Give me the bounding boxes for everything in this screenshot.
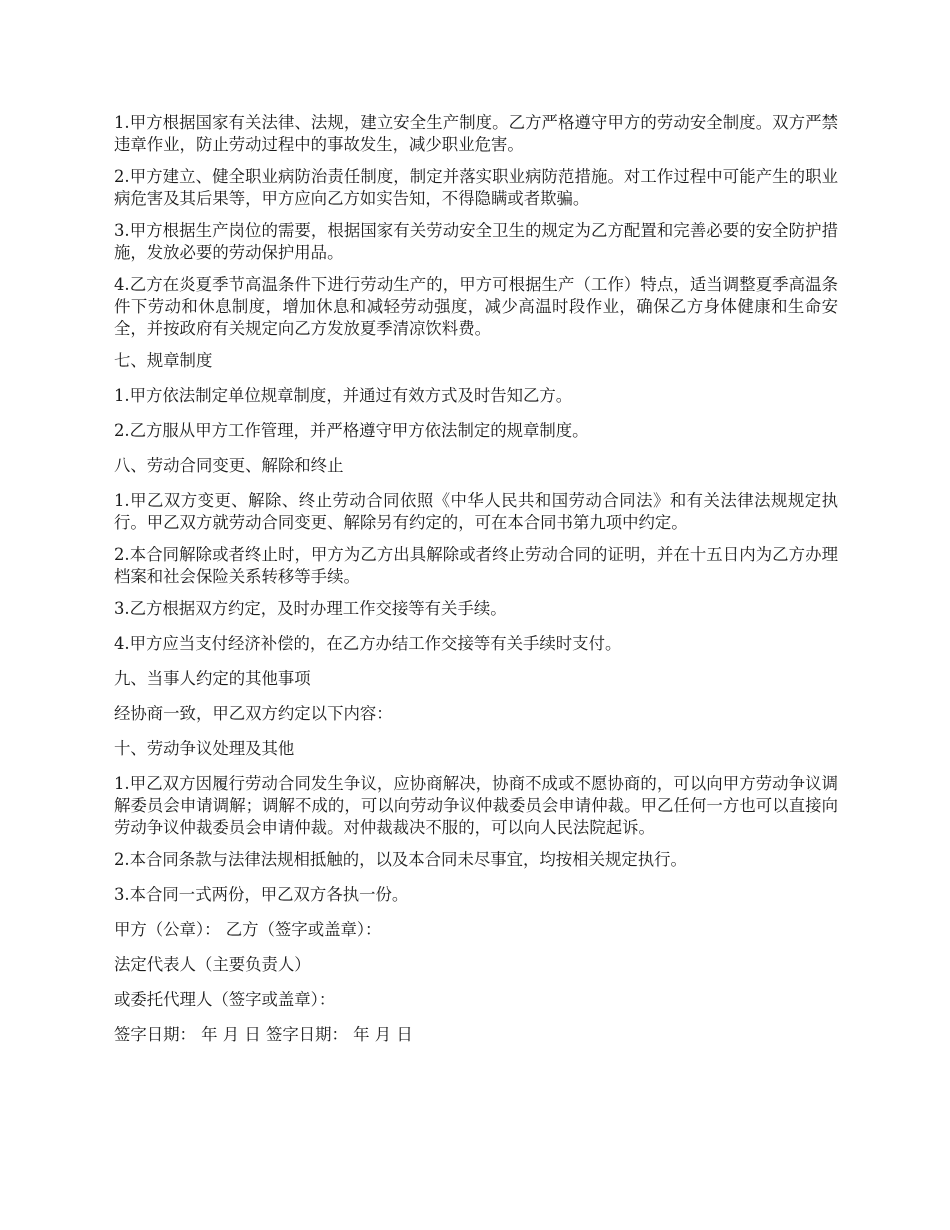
paragraph-other-terms: 经协商一致，甲乙双方约定以下内容： — [114, 704, 393, 723]
signature-date-line: 签字日期： 年 月 日 签字日期： 年 月 日 — [114, 1025, 413, 1044]
paragraph-safety-2: 2.甲方建立、健全职业病防治责任制度，制定并落实职业病防范措施。对工作过程中可能产生的职业病危害及其后果等，甲方应向乙方如实告知，不得隐瞒或者欺骗。 — [114, 167, 838, 208]
section-heading-rules: 七、规章制度 — [114, 351, 213, 370]
section-heading-other-terms: 九、当事人约定的其他事项 — [114, 669, 311, 688]
paragraph-termination-1: 1.甲乙双方变更、解除、终止劳动合同依照《中华人民共和国劳动合同法》和有关法律法规规定执行。甲乙双方就劳动合同变更、解除另有约定的，可在本合同书第九项中约定。 — [114, 491, 838, 532]
paragraph-safety-1: 1.甲方根据国家有关法律、法规，建立安全生产制度。乙方严格遵守甲方的劳动安全制度。双方严禁违章作业，防止劳动过程中的事故发生，减少职业危害。 — [114, 113, 838, 154]
paragraph-rules-2: 2.乙方服从甲方工作管理，并严格遵守甲方依法制定的规章制度。 — [114, 421, 589, 440]
paragraph-disputes-3: 3.本合同一式两份，甲乙双方各执一份。 — [114, 885, 409, 904]
paragraph-safety-4: 4.乙方在炎夏季节高温条件下进行劳动生产的，甲方可根据生产（工作）特点，适当调整夏季高温条件下劳动和休息制度，增加休息和减轻劳动强度，减少高温时段作业，确保乙方身体健康和生命安全，并按政府有关规定向乙方发放夏季清凉饮料费。 — [114, 275, 838, 338]
paragraph-termination-4: 4.甲方应当支付经济补偿的，在乙方办结工作交接等有关手续时支付。 — [114, 634, 622, 653]
paragraph-rules-1: 1.甲方依法制定单位规章制度，并通过有效方式及时告知乙方。 — [114, 386, 573, 405]
paragraph-termination-3: 3.乙方根据双方约定，及时办理工作交接等有关手续。 — [114, 599, 507, 618]
section-heading-termination: 八、劳动合同变更、解除和终止 — [114, 456, 344, 475]
section-heading-disputes: 十、劳动争议处理及其他 — [114, 739, 295, 758]
paragraph-safety-3: 3.甲方根据生产岗位的需要，根据国家有关劳动安全卫生的规定为乙方配置和完善必要的安全防护措施，发放必要的劳动保护用品。 — [114, 221, 838, 262]
paragraph-disputes-2: 2.本合同条款与法律法规相抵触的，以及本合同未尽事宜，均按相关规定执行。 — [114, 850, 687, 869]
paragraph-termination-2: 2.本合同解除或者终止时，甲方为乙方出具解除或者终止劳动合同的证明，并在十五日内为乙方办理档案和社会保险关系转移等手续。 — [114, 545, 838, 586]
document-page — [114, 112, 838, 1059]
signature-parties-line: 甲方（公章）： 乙方（签字或盖章）： — [114, 920, 382, 939]
signature-legal-rep-line: 法定代表人（主要负责人） — [114, 955, 311, 974]
signature-agent-line: 或委托代理人（签字或盖章）： — [114, 990, 336, 1009]
paragraph-disputes-1: 1.甲乙双方因履行劳动合同发生争议，应协商解决，协商不成或不愿协商的，可以向甲方劳动争议调解委员会申请调解；调解不成的，可以向劳动争议仲裁委员会申请仲裁。甲乙任何一方也可以直接向劳动争议仲裁委员会申请仲裁。对仲裁裁决不服的，可以向人民法院起诉。 — [114, 774, 838, 837]
